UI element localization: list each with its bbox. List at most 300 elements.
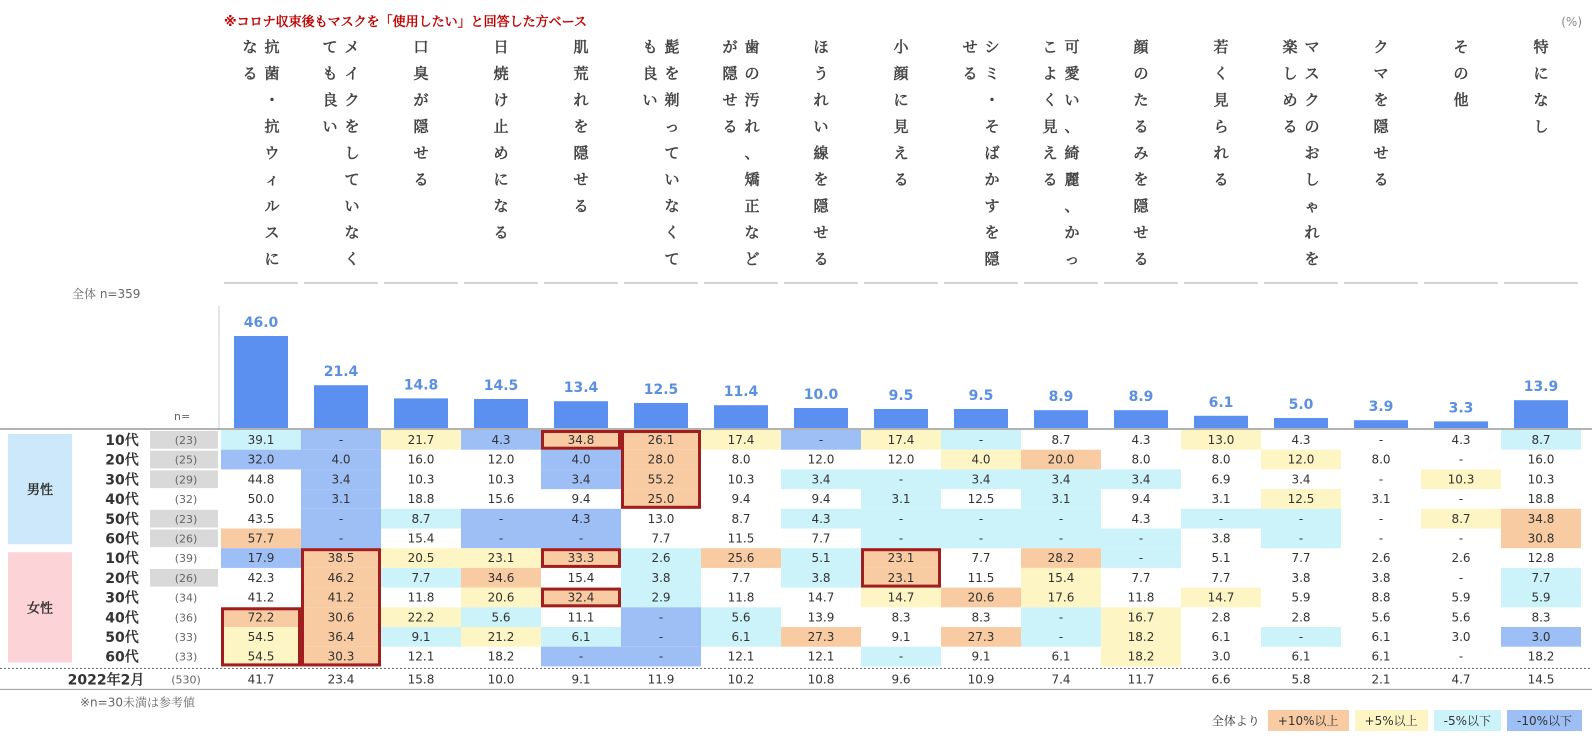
table-cell: 3.1 [331, 492, 351, 507]
table-cell: 18.8 [407, 492, 435, 507]
bar [1514, 400, 1568, 428]
legend-minus5: -5%以下 [1434, 710, 1501, 731]
category-label-char: 隠 [813, 197, 829, 215]
bar-value-label: 10.0 [803, 387, 839, 403]
table-cell: 18.8 [1527, 492, 1555, 507]
bar [794, 408, 848, 428]
table-cell: - [1378, 472, 1384, 487]
table-cell: 28.2 [1047, 551, 1075, 566]
table-cell: 7.7 [811, 531, 831, 546]
table-cell: 10.3 [727, 472, 755, 487]
table-cell: 11.1 [567, 610, 595, 625]
table-cell: 26.1 [647, 433, 675, 447]
n-header: n= [174, 410, 191, 423]
summary-cell: 41.7 [247, 672, 275, 687]
table-cell: 12.1 [407, 649, 435, 664]
table-cell: - [1378, 433, 1384, 447]
summary-label: 2022年2月 [67, 672, 145, 689]
category-label-char: 綺 [1064, 144, 1080, 162]
category-label-char: 隠 [1373, 117, 1389, 136]
table-cell: 3.8 [651, 570, 671, 585]
table-cell: 17.9 [247, 551, 275, 566]
table-cell: 5.9 [1531, 590, 1551, 605]
category-label-char: る [1213, 170, 1229, 189]
table-cell: 15.4 [1047, 570, 1075, 585]
table-cell: 27.3 [967, 630, 995, 644]
legend-minus10: -10%以下 [1507, 710, 1582, 731]
table-cell: 7.7 [1131, 570, 1151, 585]
row-label: 20代 [105, 570, 139, 587]
table-cell: 8.3 [891, 610, 911, 625]
category-label-char: う [813, 64, 829, 83]
category-label-char: る [242, 64, 258, 83]
table-cell: 17.4 [727, 433, 755, 447]
row-label: 10代 [105, 551, 139, 568]
table-cell: 3.0 [1531, 630, 1551, 644]
row-n: (26) [174, 571, 198, 585]
table-cell: 44.8 [247, 472, 275, 487]
table-cell: 20.5 [407, 551, 435, 566]
category-label-char: を [344, 117, 360, 136]
row-label: 50代 [105, 630, 139, 646]
table-cell: 16.7 [1127, 610, 1155, 625]
table-cell: - [1138, 531, 1144, 546]
category-label-char: ル [264, 197, 280, 215]
category-label-char: ウ [264, 144, 280, 162]
legend-plus5: +5%以上 [1355, 710, 1428, 731]
table-cell: 8.7 [1531, 433, 1551, 447]
table-cell: 9.4 [731, 492, 751, 507]
table-cell: 7.7 [651, 531, 671, 546]
bar [474, 399, 528, 428]
table-cell: 3.4 [1291, 472, 1311, 487]
table-cell: 5.1 [811, 551, 831, 566]
category-label-char: る [573, 197, 589, 215]
category-label-char: え [1042, 144, 1058, 162]
table-cell: - [1458, 531, 1464, 546]
table-cell: 4.3 [571, 511, 591, 526]
table-cell: 12.0 [1287, 452, 1315, 467]
table-cell: 10.3 [487, 472, 515, 487]
table-cell: 9.4 [571, 492, 591, 507]
category-label-char: ク [344, 91, 360, 109]
row-n: (25) [174, 453, 198, 467]
table-cell: 55.2 [647, 472, 675, 487]
category-label-char: ・ [264, 91, 280, 109]
bar [1434, 421, 1488, 428]
table-cell: 25.0 [647, 492, 675, 507]
category-label-char: ら [1213, 117, 1229, 136]
bar-value-label: 13.4 [563, 380, 599, 397]
table-cell: - [1458, 649, 1464, 664]
table-cell: 10.3 [1447, 472, 1475, 487]
category-label-char: 若 [1213, 38, 1229, 56]
category-label-char: 見 [1042, 117, 1058, 136]
bar [314, 385, 368, 428]
table-cell: 7.7 [411, 570, 431, 585]
table-cell: 3.4 [1131, 472, 1151, 487]
summary-cell: 23.4 [327, 672, 355, 687]
chart-title: ※コロナ収束後もマスクを「使用したい」と回答した方ベース [224, 15, 587, 30]
table-cell: 54.5 [247, 630, 275, 644]
category-label-char: に [264, 250, 280, 268]
category-label-char: せ [722, 91, 738, 109]
table-cell: - [1298, 511, 1304, 526]
category-label-char: る [1373, 170, 1389, 189]
table-cell: 9.4 [1131, 492, 1151, 507]
legend [1212, 710, 1582, 731]
category-label-char: 愛 [1064, 64, 1080, 83]
bar-value-label: 21.4 [323, 364, 359, 381]
category-label-char: 歯 [744, 38, 760, 56]
table-cell: 12.0 [487, 452, 515, 467]
table-cell: 6.1 [1291, 649, 1311, 664]
table-cell: 3.4 [971, 472, 991, 487]
table-cell: 9.4 [811, 492, 831, 507]
category-label-char: 焼 [493, 64, 509, 83]
table-cell: 3.4 [811, 472, 831, 487]
category-label-char: も [642, 38, 658, 56]
bar-value-label: 3.9 [1368, 399, 1394, 416]
summary-cell: 10.2 [727, 672, 755, 687]
bar [714, 405, 768, 428]
table-cell: - [1378, 531, 1384, 546]
table-cell: 8.3 [971, 610, 991, 625]
summary-cell: 5.8 [1291, 672, 1311, 687]
table-cell: 4.3 [1291, 433, 1311, 447]
category-label-char: 見 [1213, 91, 1229, 109]
table-cell: - [578, 649, 584, 664]
unit-label: (%) [1561, 15, 1582, 29]
category-label-char: の [744, 64, 760, 83]
category-label-char: め [1282, 91, 1298, 109]
summary-cell: 15.8 [407, 672, 435, 687]
table-cell: 4.3 [811, 511, 831, 526]
row-label: 60代 [105, 531, 139, 548]
category-label-char: よ [1042, 64, 1058, 83]
category-label-char: ク [1373, 38, 1389, 56]
table-cell: 13.9 [807, 610, 835, 625]
category-label-char: が [722, 38, 738, 56]
category-label-char: か [1064, 223, 1080, 242]
table-cell: - [578, 531, 584, 546]
table-cell: 39.1 [247, 433, 275, 447]
table-cell: 8.7 [731, 511, 751, 526]
category-label-char: い [322, 117, 338, 136]
category-label-char: 麗 [1064, 170, 1080, 189]
table-cell: 18.2 [1127, 649, 1155, 664]
category-label-char: か [984, 170, 1000, 189]
bar [874, 409, 928, 428]
table-cell: 3.8 [811, 570, 831, 585]
table-cell: 11.8 [727, 590, 755, 605]
category-label-char: 顔 [893, 64, 909, 83]
table-cell: 34.8 [567, 433, 595, 447]
table-cell: 50.0 [247, 492, 275, 507]
category-label-char: る [1133, 117, 1149, 136]
category-label-char: ば [984, 144, 1000, 162]
category-label-char: な [1533, 91, 1549, 109]
footnote: ※n=30未満は参考値 [80, 695, 195, 710]
summary-cell: 9.1 [571, 672, 591, 687]
table-cell: 12.5 [1287, 492, 1315, 507]
table-cell: - [1058, 630, 1064, 644]
table-cell: - [498, 531, 504, 546]
bar [554, 401, 608, 428]
table-cell: 28.0 [647, 452, 675, 467]
table-cell: 8.0 [1131, 452, 1151, 467]
table-cell: 5.6 [1451, 610, 1471, 625]
row-n: (34) [174, 591, 198, 605]
table-cell: 4.0 [331, 452, 351, 467]
category-label-char: し [344, 144, 360, 162]
table-cell: 2.8 [1211, 610, 1231, 625]
category-label-char: 正 [744, 197, 760, 215]
row-n: (39) [174, 552, 198, 566]
table-cell: - [1298, 531, 1304, 546]
table-cell: - [1138, 551, 1144, 566]
category-label-char: る [813, 250, 829, 268]
table-cell: 57.7 [247, 531, 275, 546]
table-cell: 18.2 [1527, 649, 1555, 664]
table-cell: 12.8 [1527, 551, 1555, 566]
category-label-char: す [984, 197, 1000, 215]
bar-value-label: 14.8 [403, 377, 439, 394]
bar-value-label: 5.0 [1288, 397, 1314, 413]
table-cell: 10.3 [407, 472, 435, 487]
table-cell: 34.8 [1527, 511, 1555, 526]
bar [1194, 416, 1248, 428]
category-label-char: ス [264, 223, 280, 242]
table-cell: - [658, 610, 664, 625]
bar-value-label: 14.5 [483, 378, 519, 394]
table-cell: 11.8 [1127, 590, 1155, 605]
table-cell: 9.1 [891, 630, 911, 644]
category-label-char: し [1282, 64, 1298, 83]
table-cell: 3.8 [1371, 570, 1391, 585]
category-label-char: ・ [984, 91, 1000, 109]
table-cell: - [898, 472, 904, 487]
row-n: (29) [174, 473, 198, 487]
category-label-char: 隠 [722, 64, 738, 83]
table-cell: 5.6 [491, 610, 511, 625]
bar [1354, 420, 1408, 428]
table-cell: 8.0 [1211, 452, 1231, 467]
table-cell: - [978, 433, 984, 447]
row-label: 40代 [105, 610, 139, 627]
category-label-char: の [1133, 64, 1149, 83]
table-cell: 54.5 [247, 649, 275, 664]
category-label-char: た [1133, 91, 1149, 109]
category-label-char: く [664, 223, 680, 242]
table-cell: 12.1 [807, 649, 835, 664]
table-cell: 42.3 [247, 570, 275, 585]
table-cell: 3.1 [1371, 492, 1391, 507]
category-label-char: い [344, 197, 360, 215]
category-label-char: を [984, 223, 1000, 242]
table-cell: - [1058, 511, 1064, 526]
table-cell: 9.1 [411, 630, 431, 644]
category-label-char: マ [1304, 38, 1320, 56]
table-cell: 43.5 [247, 511, 275, 526]
category-label-char: 、 [1064, 117, 1080, 136]
category-label-char: く [1042, 91, 1058, 109]
category-label-char: こ [1042, 38, 1058, 56]
table-cell: - [818, 433, 824, 447]
table-cell: 4.0 [971, 452, 991, 467]
row-label: 20代 [105, 452, 139, 469]
category-label-char: 矯 [744, 170, 760, 189]
table-cell: - [898, 511, 904, 526]
table-cell: 3.4 [571, 472, 591, 487]
category-label-char: せ [813, 223, 829, 242]
table-cell: 2.6 [1371, 551, 1391, 566]
bar-value-label: 13.9 [1523, 379, 1559, 396]
row-label: 60代 [105, 649, 139, 666]
table-cell: 34.6 [487, 570, 515, 585]
table-cell: 2.8 [1291, 610, 1311, 625]
table-cell: 3.1 [1211, 492, 1231, 507]
table-cell: 3.0 [1451, 630, 1471, 644]
category-label-char: 顔 [1133, 38, 1149, 56]
category-label-char: な [493, 197, 509, 215]
table-cell: 30.3 [327, 649, 355, 664]
category-label-char: く [1213, 64, 1229, 83]
table-cell: 6.1 [1211, 630, 1231, 644]
category-label-char: 口 [413, 38, 429, 56]
category-label-char: し [1304, 170, 1320, 189]
category-label-char: て [344, 170, 360, 189]
category-label-char: 汚 [744, 91, 760, 109]
table-cell: 8.7 [1451, 511, 1471, 526]
category-label-char: れ [1304, 223, 1320, 242]
group-label: 女性 [26, 601, 54, 617]
bar [1274, 418, 1328, 428]
table-cell: 20.6 [967, 590, 995, 605]
table-cell: 16.0 [407, 452, 435, 467]
category-label-char: に [1533, 64, 1549, 83]
category-label-char: 見 [893, 117, 909, 136]
summary-cell: 6.6 [1211, 672, 1231, 687]
category-label-char: 肌 [573, 38, 589, 56]
table-cell: 27.3 [807, 630, 835, 644]
bar-value-label: 3.3 [1448, 400, 1474, 417]
table-cell: - [1458, 452, 1464, 467]
row-label: 30代 [105, 472, 139, 489]
table-cell: 38.5 [327, 551, 355, 566]
table-cell: 2.9 [651, 590, 671, 605]
bar-value-label: 9.5 [968, 388, 994, 404]
table-cell: 4.3 [1451, 433, 1471, 447]
table-cell: 23.1 [887, 551, 915, 566]
category-label-char: 菌 [264, 64, 280, 83]
table-cell: 6.1 [731, 630, 751, 644]
bar [234, 336, 288, 428]
table-cell: - [1458, 492, 1464, 507]
category-label-char: シ [984, 38, 1000, 56]
summary-cell: 7.4 [1051, 672, 1071, 687]
table-cell: 12.0 [807, 452, 835, 467]
category-label-char: れ [813, 91, 829, 109]
category-label-char: も [322, 64, 338, 83]
category-label-char: し [1533, 117, 1549, 136]
table-cell: 17.4 [887, 433, 915, 447]
category-label-char: 止 [493, 117, 509, 136]
table-cell: 15.4 [567, 570, 595, 585]
table-cell: 6.1 [571, 630, 591, 644]
table-cell: 6.1 [1051, 649, 1071, 664]
table-cell: 18.2 [1127, 630, 1155, 644]
row-n: (32) [174, 493, 198, 507]
table-cell: 13.0 [1207, 433, 1235, 447]
table-cell: 3.4 [1051, 472, 1071, 487]
summary-cell: 11.9 [647, 672, 675, 687]
category-label-char: 特 [1533, 38, 1549, 56]
table-cell: 12.0 [887, 452, 915, 467]
table-cell: - [498, 511, 504, 526]
category-label-char: れ [744, 117, 760, 136]
table-cell: 21.7 [407, 433, 435, 447]
bar-value-label: 11.4 [723, 384, 759, 401]
table-cell: 20.6 [487, 590, 515, 605]
category-label-char: け [493, 91, 509, 109]
category-label-char: く [344, 250, 360, 268]
category-label-char: せ [1133, 223, 1149, 242]
bar [634, 403, 688, 428]
bar [1034, 410, 1088, 428]
category-label-char: の [1304, 117, 1320, 136]
summary-cell: 14.5 [1527, 672, 1555, 687]
table-cell: 8.3 [1531, 610, 1551, 625]
table-cell: - [1378, 511, 1384, 526]
category-label-char: て [322, 38, 338, 56]
category-label-char: に [493, 170, 509, 189]
table-cell: 11.8 [407, 590, 435, 605]
category-label-char: せ [413, 144, 429, 162]
category-label-char: 抗 [264, 38, 280, 56]
legend-prefix: 全体より [1211, 714, 1260, 728]
category-label-char: 楽 [1282, 38, 1298, 56]
table-cell: 8.7 [411, 511, 431, 526]
table-cell: 30.8 [1527, 531, 1555, 546]
table-cell: - [1058, 531, 1064, 546]
bar-value-label: 8.9 [1128, 389, 1154, 406]
category-label-char: を [1304, 250, 1320, 268]
category-label-char: 隠 [573, 144, 589, 162]
category-label-char: お [1304, 144, 1320, 162]
table-cell: - [1298, 630, 1304, 644]
table-cell: - [898, 531, 904, 546]
summary-cell: 10.0 [487, 672, 515, 687]
category-label-char: る [1282, 117, 1298, 136]
category-label-char: 剃 [664, 91, 680, 109]
table-cell: 25.6 [727, 551, 755, 566]
category-label-char: い [664, 170, 680, 189]
table-cell: 20.0 [1047, 452, 1075, 467]
category-label-char: そ [984, 117, 1000, 136]
summary-cell: 10.9 [967, 672, 995, 687]
category-label-char: を [1373, 91, 1389, 109]
table-cell: 3.1 [1051, 492, 1071, 507]
table-cell: 14.7 [1207, 590, 1235, 605]
row-n: (33) [174, 631, 198, 644]
row-n: (26) [174, 532, 198, 546]
table-cell: 33.3 [567, 551, 595, 566]
row-n: (36) [174, 611, 198, 625]
table-cell: 11.5 [967, 570, 995, 585]
row-n: (23) [174, 434, 198, 447]
table-cell: 15.4 [407, 531, 435, 546]
